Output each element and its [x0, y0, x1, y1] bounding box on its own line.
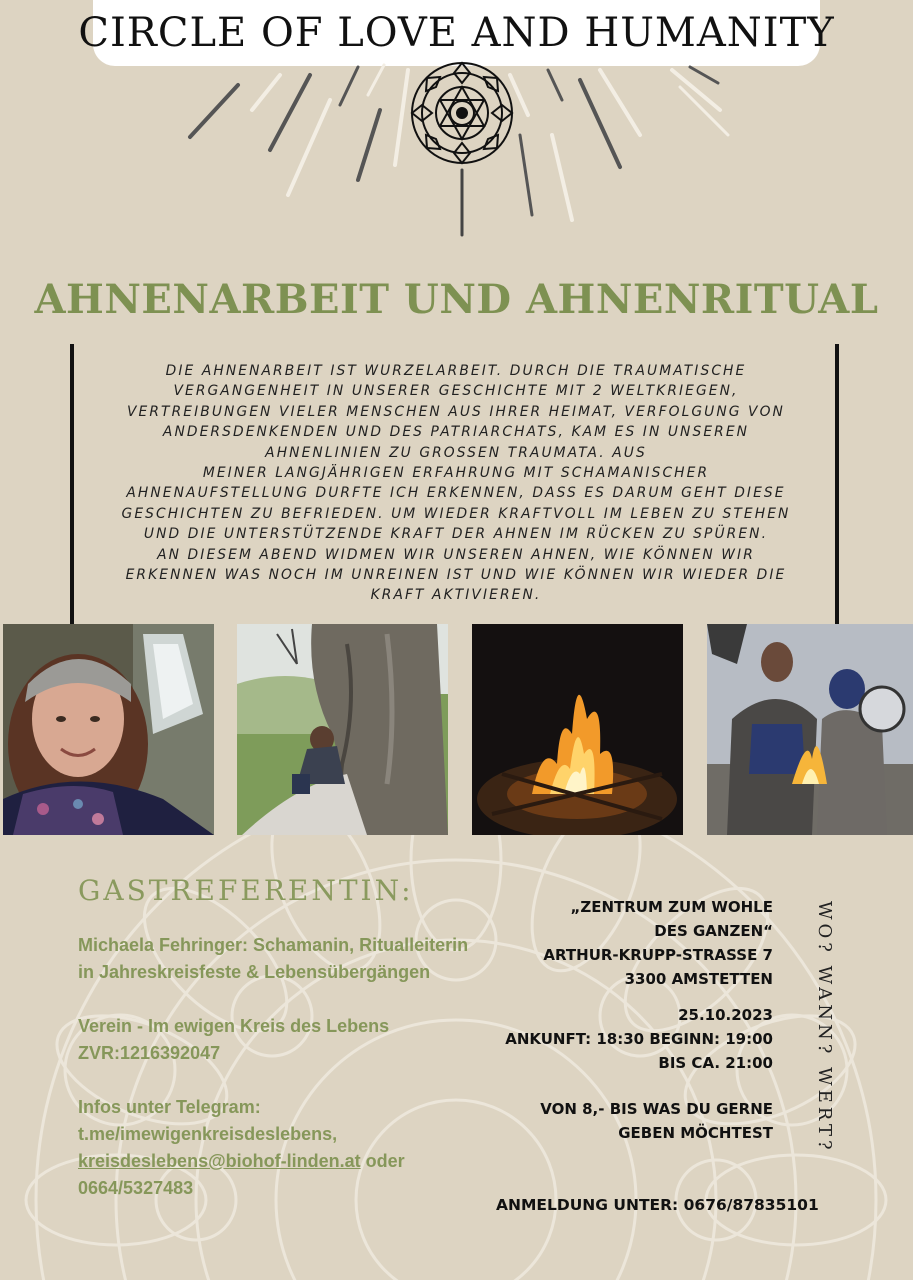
- intro-line: GESCHICHTEN ZU BEFRIEDEN. UM WIEDER KRAFTVOLL IM LEBEN ZU STEHEN: [121, 505, 791, 522]
- right-divider: [835, 344, 839, 624]
- header-title: CIRCLE OF LOVE AND HUMANITY: [78, 10, 835, 56]
- intro-line: AHNENLINIEN ZU GROSSEN TRAUMATA. AUS: [265, 444, 647, 461]
- association-info: [78, 1013, 478, 1067]
- intro-line: ANDERSDENKENDEN UND DES PATRIARCHATS, KAM ES IN UNSEREN: [162, 424, 750, 441]
- or-text: oder: [365, 1151, 405, 1171]
- event-times: ANKUNFT: 18:30 BEGINN: 19:00: [505, 1030, 773, 1048]
- venue-line: „ZENTRUM ZUM WOHLE: [570, 898, 773, 916]
- intro-text: [95, 361, 817, 606]
- registration-line: ANMELDUNG UNTER: 0676/87835101: [496, 1196, 819, 1214]
- contact-info: [78, 1094, 478, 1202]
- campfire-photo: [472, 624, 683, 835]
- info-label: Infos unter Telegram:: [78, 1097, 261, 1117]
- intro-line: AHNENAUFSTELLUNG DURFTE ICH ERKENNEN, DASS ES DARUM GEHT DIESE: [126, 485, 786, 502]
- event-end: BIS CA. 21:00: [658, 1054, 773, 1072]
- intro-line: AN DIESEM ABEND WIDMEN WIR UNSEREN AHNEN, WIE KÖNNEN WIR: [157, 546, 755, 563]
- telegram-link[interactable]: t.me/imewigenkreisdeslebens,: [78, 1124, 338, 1144]
- zvr-number: ZVR:1216392047: [78, 1043, 221, 1063]
- event-date: 25.10.2023: [678, 1006, 773, 1024]
- ritual-photo: [707, 624, 913, 835]
- intro-line: VERGANGENHEIT IN UNSERER GESCHICHTE MIT 2 WELTKRIEGEN,: [173, 383, 739, 400]
- street-address: ARTHUR-KRUPP-STRASSE 7: [543, 946, 773, 964]
- intro-line: KRAFT AKTIVIEREN.: [370, 587, 542, 604]
- event-title: AHNENARBEIT UND AHNENRITUAL: [34, 276, 879, 323]
- intro-line: DIE AHNENARBEIT IST WURZELARBEIT. DURCH DIE TRAUMATISCHE: [165, 363, 747, 379]
- tree-photo: [237, 624, 448, 835]
- venue-line: DES GANZEN“: [654, 922, 773, 940]
- sunburst-rays: [180, 55, 740, 245]
- email-link[interactable]: kreisdeslebens@biohof-linden.at: [78, 1151, 361, 1171]
- association-name: Verein - Im ewigen Kreis des Lebens: [78, 1016, 390, 1036]
- left-divider: [70, 344, 74, 624]
- intro-line: ERKENNEN WAS NOCH IM UNREINEN IST UND WIE KÖNNEN WIR WIEDER DIE: [125, 567, 787, 584]
- where-when-worth-label: WO? WANN? WERT?: [814, 901, 835, 1154]
- intro-line: UND DIE UNTERSTÜTZENDE KRAFT DER AHNEN IM RÜCKEN ZU SPÜREN.: [143, 526, 769, 543]
- city-address: 3300 AMSTETTEN: [624, 970, 773, 988]
- speaker-bio: Michaela Fehringer: Schamanin, Ritualleiterin in Jahreskreisfeste & Lebensübergängen: [78, 935, 469, 982]
- speaker-portrait-photo: [3, 624, 214, 835]
- speaker-info: [78, 932, 478, 1229]
- price-line: GEBEN MÖCHTEST: [618, 1124, 773, 1142]
- intro-line: MEINER LANGJÄHRIGEN ERFAHRUNG MIT SCHAMANISCHER: [202, 465, 710, 482]
- intro-line: VERTREIBUNGEN VIELER MENSCHEN AUS IHRER HEIMAT, VERFOLGUNG VON: [127, 403, 785, 420]
- event-details: [443, 895, 773, 1145]
- price-line: VON 8,- BIS WAS DU GERNE: [540, 1100, 773, 1118]
- speaker-phone: 0664/5327483: [78, 1178, 194, 1198]
- speaker-heading: GASTREFERENTIN:: [78, 874, 414, 907]
